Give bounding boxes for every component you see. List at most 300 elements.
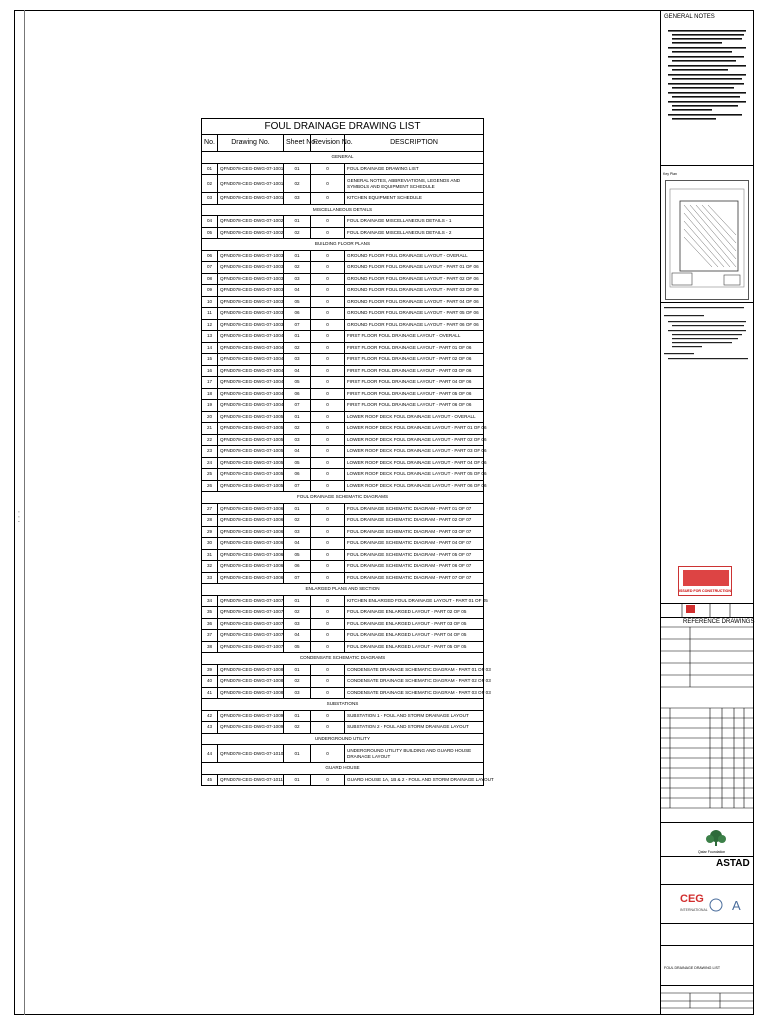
cell-no: 36: [202, 618, 218, 630]
table-row: [202, 296, 484, 308]
table-row: [202, 434, 484, 446]
cell-sheet-no: 02: [284, 722, 311, 734]
cell-description: FIRST FLOOR FOUL DRAINAGE LAYOUT - PART 01 OF 06: [345, 342, 484, 354]
cell-revision-no: 0: [311, 630, 345, 642]
cell-sheet-no: 01: [284, 710, 311, 722]
cell-drawing-no: QFND078-CEG-DWG-07-1006: [218, 503, 284, 515]
cell-description: FOUL DRAINAGE MISCELLANEOUS DETAILS - 1: [345, 216, 484, 228]
general-notes-body: [668, 28, 750, 124]
cell-sheet-no: 06: [284, 561, 311, 573]
table-row: [202, 377, 484, 389]
section-title: BUILDING FLOOR PLANS: [202, 239, 484, 251]
cell-sheet-no: 01: [284, 774, 311, 786]
cell-revision-no: 0: [311, 342, 345, 354]
cell-description: LOWER ROOF DECK FOUL DRAINAGE LAYOUT - PART 01 OF 06: [345, 423, 484, 435]
drawing-list-title: FOUL DRAINAGE DRAWING LIST: [202, 119, 484, 135]
divider: [660, 856, 754, 857]
key-plan: [665, 180, 749, 300]
cell-drawing-no: QFND078-CEG-DWG-07-1004: [218, 400, 284, 412]
cell-revision-no: 0: [311, 446, 345, 458]
cell-no: 42: [202, 710, 218, 722]
cell-revision-no: 0: [311, 262, 345, 274]
cell-sheet-no: 03: [284, 354, 311, 366]
cell-description: GROUND FLOOR FOUL DRAINAGE LAYOUT - PART 05 OF 06: [345, 308, 484, 320]
cell-drawing-no: QFND078-CEG-DWG-07-1004: [218, 354, 284, 366]
cell-drawing-no: QFND078-CEG-DWG-07-1004: [218, 342, 284, 354]
table-row: [202, 446, 484, 458]
section-title: MISCELLANEOUS DETAILS: [202, 204, 484, 216]
cell-description: LOWER ROOF DECK FOUL DRAINAGE LAYOUT - PART 02 OF 06: [345, 434, 484, 446]
table-row: [202, 561, 484, 573]
drawing-list-table: [201, 118, 494, 786]
cell-sheet-no: 04: [284, 446, 311, 458]
cell-description: FIRST FLOOR FOUL DRAINAGE LAYOUT - PART 04 OF 06: [345, 377, 484, 389]
cell-drawing-no: QFND078-CEG-DWG-07-1005: [218, 446, 284, 458]
cell-sheet-no: 07: [284, 319, 311, 331]
cell-sheet-no: 01: [284, 216, 311, 228]
cell-no: 07: [202, 262, 218, 274]
cell-revision-no: 0: [311, 434, 345, 446]
general-notes-title: GENERAL NOTES: [664, 14, 715, 20]
cell-revision-no: 0: [311, 687, 345, 699]
cell-description: GROUND FLOOR FOUL DRAINAGE LAYOUT - PART 02 OF 06: [345, 273, 484, 285]
section-header-row: [202, 763, 484, 775]
cell-revision-no: 0: [311, 664, 345, 676]
cell-revision-no: 0: [311, 175, 345, 193]
cell-revision-no: 0: [311, 618, 345, 630]
cell-drawing-no: QFND078-CEG-DWG-07-1007: [218, 607, 284, 619]
cell-revision-no: 0: [311, 561, 345, 573]
cell-no: 15: [202, 354, 218, 366]
cell-drawing-no: QFND078-CEG-DWG-07-1006: [218, 515, 284, 527]
table-row: [202, 227, 484, 239]
revision-table-grid: [660, 708, 754, 818]
cell-drawing-no: QFND078-CEG-DWG-07-1007: [218, 641, 284, 653]
cell-sheet-no: 03: [284, 193, 311, 205]
table-row: [202, 331, 484, 343]
cell-description: FOUL DRAINAGE MISCELLANEOUS DETAILS - 2: [345, 227, 484, 239]
binding-strip: [14, 10, 25, 1015]
cell-no: 35: [202, 607, 218, 619]
section-title: UNDERGROUND UTILITY: [202, 733, 484, 745]
section-header-row: [202, 239, 484, 251]
cell-description: FOUL DRAINAGE ENLARGED LAYOUT - PART 03 OF 05: [345, 618, 484, 630]
cell-description: LOWER ROOF DECK FOUL DRAINAGE LAYOUT - PART 06 OF 06: [345, 480, 484, 492]
table-row: [202, 262, 484, 274]
cell-revision-no: 0: [311, 388, 345, 400]
table-row: [202, 411, 484, 423]
section-header-row: [202, 653, 484, 665]
cell-no: 26: [202, 480, 218, 492]
cell-revision-no: 0: [311, 538, 345, 550]
cell-sheet-no: 04: [284, 365, 311, 377]
cell-drawing-no: QFND078-CEG-DWG-07-1006: [218, 572, 284, 584]
cell-description: FOUL DRAINAGE SCHEMATIC DIAGRAM - PART 05 OF 07: [345, 549, 484, 561]
cell-sheet-no: 01: [284, 163, 311, 175]
cell-no: 05: [202, 227, 218, 239]
cell-description: LOWER ROOF DECK FOUL DRAINAGE LAYOUT - PART 04 OF 06: [345, 457, 484, 469]
cell-revision-no: 0: [311, 515, 345, 527]
cell-no: 14: [202, 342, 218, 354]
cell-revision-no: 0: [311, 549, 345, 561]
table-row: [202, 175, 484, 193]
cell-description: SUBSTATION 1 - FOUL AND STORM DRAINAGE LAYOUT: [345, 710, 484, 722]
divider: [660, 884, 754, 885]
section-title: GUARD HOUSE: [202, 763, 484, 775]
cell-no: 17: [202, 377, 218, 389]
cell-no: 31: [202, 549, 218, 561]
cell-no: 32: [202, 561, 218, 573]
cell-revision-no: 0: [311, 216, 345, 228]
cell-no: 24: [202, 457, 218, 469]
table-row: [202, 319, 484, 331]
cell-drawing-no: QFND078-CEG-DWG-07-1005: [218, 434, 284, 446]
cell-revision-no: 0: [311, 296, 345, 308]
cell-description: CONDENSATE DRAINAGE SCHEMATIC DIAGRAM - PART 01 OF 03: [345, 664, 484, 676]
consultant-logo: CEG: [680, 893, 704, 905]
cell-revision-no: 0: [311, 227, 345, 239]
cell-drawing-no: QFND078-CEG-DWG-07-1005: [218, 411, 284, 423]
cell-no: 21: [202, 423, 218, 435]
cell-revision-no: 0: [311, 710, 345, 722]
cell-no: 22: [202, 434, 218, 446]
cell-drawing-no: QFND078-CEG-DWG-07-1008: [218, 687, 284, 699]
table-row: [202, 774, 484, 786]
key-plan-label: Key Plan: [663, 172, 678, 176]
cell-revision-no: 0: [311, 745, 345, 763]
cell-sheet-no: 07: [284, 400, 311, 412]
table-row: [202, 250, 484, 262]
cell-no: 38: [202, 641, 218, 653]
cell-revision-no: 0: [311, 526, 345, 538]
header-drawing-no: Drawing No.: [218, 135, 284, 152]
section-header-row: [202, 733, 484, 745]
revision-notes: [664, 305, 750, 377]
cell-revision-no: 0: [311, 319, 345, 331]
cell-sheet-no: 01: [284, 331, 311, 343]
cell-sheet-no: 02: [284, 342, 311, 354]
client-logo-icon: [702, 828, 730, 850]
cell-revision-no: 0: [311, 480, 345, 492]
cell-drawing-no: QFND078-CEG-DWG-07-1009: [218, 722, 284, 734]
section-header-row: [202, 204, 484, 216]
cell-revision-no: 0: [311, 400, 345, 412]
svg-text:A: A: [732, 898, 741, 913]
cell-drawing-no: QFND078-CEG-DWG-07-1006: [218, 561, 284, 573]
cell-sheet-no: 03: [284, 273, 311, 285]
cell-description: GROUND FLOOR FOUL DRAINAGE LAYOUT - PART 04 OF 06: [345, 296, 484, 308]
cell-drawing-no: QFND078-CEG-DWG-07-1005: [218, 469, 284, 481]
cell-revision-no: 0: [311, 457, 345, 469]
table-row: [202, 630, 484, 642]
header-description: DESCRIPTION: [345, 135, 484, 152]
section-title: FOUL DRAINAGE SCHEMATIC DIAGRAMS: [202, 492, 484, 504]
cell-drawing-no: QFND078-CEG-DWG-07-1004: [218, 388, 284, 400]
cell-revision-no: 0: [311, 595, 345, 607]
cell-sheet-no: 01: [284, 411, 311, 423]
table-row: [202, 549, 484, 561]
cell-drawing-no: QFND078-CEG-DWG-07-1003: [218, 319, 284, 331]
cell-no: 34: [202, 595, 218, 607]
reference-drawings-grid: [660, 627, 754, 691]
cell-drawing-no: QFND078-CEG-DWG-07-1006: [218, 538, 284, 550]
cell-description: LOWER ROOF DECK FOUL DRAINAGE LAYOUT - OVERALL: [345, 411, 484, 423]
issued-for-construction-stamp: [678, 566, 732, 596]
cell-revision-no: 0: [311, 365, 345, 377]
cell-no: 04: [202, 216, 218, 228]
cell-description: FOUL DRAINAGE ENLARGED LAYOUT - PART 02 OF 05: [345, 607, 484, 619]
cell-no: 01: [202, 163, 218, 175]
cell-sheet-no: 06: [284, 388, 311, 400]
cell-sheet-no: 05: [284, 377, 311, 389]
cell-revision-no: 0: [311, 607, 345, 619]
divider: [660, 302, 754, 303]
cell-description: FOUL DRAINAGE ENLARGED LAYOUT - PART 04 OF 05: [345, 630, 484, 642]
cell-revision-no: 0: [311, 163, 345, 175]
key-plan-drawing: [666, 181, 748, 299]
cell-sheet-no: 05: [284, 549, 311, 561]
consultant-sub: INTERNATIONAL: [680, 908, 708, 912]
cell-sheet-no: 02: [284, 515, 311, 527]
table-row: [202, 526, 484, 538]
cell-no: 12: [202, 319, 218, 331]
cell-no: 09: [202, 285, 218, 297]
cell-sheet-no: 04: [284, 285, 311, 297]
section-title: SUBSTATIONS: [202, 699, 484, 711]
table-row: [202, 457, 484, 469]
client-name: Qatar Foundation: [698, 850, 726, 854]
cell-drawing-no: QFND078-CEG-DWG-07-1003: [218, 262, 284, 274]
table-row: [202, 354, 484, 366]
cell-sheet-no: 03: [284, 526, 311, 538]
drawing-title: FOUL DRAINAGE DRAWING LIST: [664, 966, 721, 970]
cell-sheet-no: 03: [284, 687, 311, 699]
cell-sheet-no: 05: [284, 641, 311, 653]
cell-no: 40: [202, 676, 218, 688]
cell-drawing-no: QFND078-CEG-DWG-07-1001: [218, 175, 284, 193]
cell-revision-no: 0: [311, 377, 345, 389]
table-row: [202, 216, 484, 228]
header-revision-no: Revision No.: [311, 135, 345, 152]
drawing-list-body: [202, 152, 494, 786]
cell-drawing-no: QFND078-CEG-DWG-07-1004: [218, 331, 284, 343]
cell-no: 27: [202, 503, 218, 515]
section-title: CONDENSATE SCHEMATIC DIAGRAMS: [202, 653, 484, 665]
section-title: ENLARGED PLANS AND SECTION: [202, 584, 484, 596]
table-row: [202, 388, 484, 400]
cell-drawing-no: QFND078-CEG-DWG-07-1002: [218, 227, 284, 239]
section-header-row: [202, 584, 484, 596]
table-row: [202, 641, 484, 653]
cell-description: FOUL DRAINAGE SCHEMATIC DIAGRAM - PART 04 OF 07: [345, 538, 484, 550]
cell-no: 45: [202, 774, 218, 786]
table-row: [202, 193, 484, 205]
cell-revision-no: 0: [311, 469, 345, 481]
cell-description: GROUND FLOOR FOUL DRAINAGE LAYOUT - PART 06 OF 06: [345, 319, 484, 331]
table-row: [202, 515, 484, 527]
cell-revision-no: 0: [311, 308, 345, 320]
cell-description: CONDENSATE DRAINAGE SCHEMATIC DIAGRAM - PART 02 OF 03: [345, 676, 484, 688]
cell-sheet-no: 06: [284, 469, 311, 481]
table-row: [202, 342, 484, 354]
astad-logo: ASTAD: [716, 858, 750, 869]
table-row: [202, 400, 484, 412]
cell-no: 43: [202, 722, 218, 734]
cell-sheet-no: 06: [284, 308, 311, 320]
cell-description: FIRST FLOOR FOUL DRAINAGE LAYOUT - PART 05 OF 06: [345, 388, 484, 400]
cell-sheet-no: 02: [284, 227, 311, 239]
cell-description: GUARD HOUSE 1A, 1B & 2 - FOUL AND STORM DRAINAGE LAYOUT: [345, 774, 484, 786]
cell-sheet-no: 01: [284, 503, 311, 515]
cell-drawing-no: QFND078-CEG-DWG-07-1010: [218, 745, 284, 763]
cell-no: 23: [202, 446, 218, 458]
cell-revision-no: 0: [311, 423, 345, 435]
partner-logo-icon: [708, 892, 750, 918]
cell-description: FOUL DRAINAGE SCHEMATIC DIAGRAM - PART 03 OF 07: [345, 526, 484, 538]
cell-sheet-no: 03: [284, 618, 311, 630]
cell-description: GROUND FLOOR FOUL DRAINAGE LAYOUT - PART 03 OF 06: [345, 285, 484, 297]
cell-description: FOUL DRAINAGE DRAWING LIST: [345, 163, 484, 175]
cell-drawing-no: QFND078-CEG-DWG-07-1004: [218, 377, 284, 389]
cell-description: GROUND FLOOR FOUL DRAINAGE LAYOUT - OVERALL: [345, 250, 484, 262]
table-row: [202, 595, 484, 607]
cell-drawing-no: QFND078-CEG-DWG-07-1003: [218, 273, 284, 285]
cell-description: FOUL DRAINAGE SCHEMATIC DIAGRAM - PART 01 OF 07: [345, 503, 484, 515]
cell-revision-no: 0: [311, 250, 345, 262]
cell-drawing-no: QFND078-CEG-DWG-07-1011: [218, 774, 284, 786]
cell-sheet-no: 02: [284, 423, 311, 435]
cell-sheet-no: 03: [284, 434, 311, 446]
cell-no: 13: [202, 331, 218, 343]
cell-description: FIRST FLOOR FOUL DRAINAGE LAYOUT - OVERALL: [345, 331, 484, 343]
cell-description: LOWER ROOF DECK FOUL DRAINAGE LAYOUT - PART 03 OF 06: [345, 446, 484, 458]
cell-description: FIRST FLOOR FOUL DRAINAGE LAYOUT - PART 06 OF 06: [345, 400, 484, 412]
cell-description: GENERAL NOTES, ABBREVIATIONS, LEGENDS AND SYMBOLS AND EQUIPMENT SCHEDULE: [345, 175, 484, 193]
table-row: [202, 163, 484, 175]
cell-sheet-no: 01: [284, 664, 311, 676]
table-row: [202, 745, 484, 763]
cell-drawing-no: QFND078-CEG-DWG-07-1003: [218, 308, 284, 320]
cell-sheet-no: 01: [284, 250, 311, 262]
cell-drawing-no: QFND078-CEG-DWG-07-1005: [218, 480, 284, 492]
header-sheet-no: Sheet No.: [284, 135, 311, 152]
cell-sheet-no: 05: [284, 457, 311, 469]
divider: [660, 945, 754, 946]
divider: [660, 165, 754, 166]
cell-description: CONDENSATE DRAINAGE SCHEMATIC DIAGRAM - PART 03 OF 03: [345, 687, 484, 699]
cell-revision-no: 0: [311, 411, 345, 423]
cell-no: 19: [202, 400, 218, 412]
cell-drawing-no: QFND078-CEG-DWG-07-1003: [218, 285, 284, 297]
cell-revision-no: 0: [311, 273, 345, 285]
cell-sheet-no: 04: [284, 630, 311, 642]
cell-description: FIRST FLOOR FOUL DRAINAGE LAYOUT - PART 02 OF 06: [345, 354, 484, 366]
section-title: GENERAL: [202, 152, 484, 164]
cell-description: UNDERGROUND UTILITY BUILDING AND GUARD HOUSE DRAINAGE LAYOUT: [345, 745, 484, 763]
cell-no: 39: [202, 664, 218, 676]
cell-revision-no: 0: [311, 285, 345, 297]
cell-drawing-no: QFND078-CEG-DWG-07-1009: [218, 710, 284, 722]
cell-revision-no: 0: [311, 503, 345, 515]
cell-no: 41: [202, 687, 218, 699]
cell-drawing-no: QFND078-CEG-DWG-07-1006: [218, 526, 284, 538]
cell-description: FOUL DRAINAGE SCHEMATIC DIAGRAM - PART 07 OF 07: [345, 572, 484, 584]
divider: [660, 822, 754, 823]
cell-drawing-no: QFND078-CEG-DWG-07-1005: [218, 423, 284, 435]
cell-drawing-no: QFND078-CEG-DWG-07-1002: [218, 216, 284, 228]
cell-description: FOUL DRAINAGE SCHEMATIC DIAGRAM - PART 02 OF 07: [345, 515, 484, 527]
cell-sheet-no: 02: [284, 676, 311, 688]
cell-description: FIRST FLOOR FOUL DRAINAGE LAYOUT - PART 03 OF 06: [345, 365, 484, 377]
cell-no: 20: [202, 411, 218, 423]
cell-drawing-no: QFND078-CEG-DWG-07-1001: [218, 193, 284, 205]
cell-no: 28: [202, 515, 218, 527]
general-notes-lines: [668, 28, 750, 123]
cell-revision-no: 0: [311, 193, 345, 205]
cell-sheet-no: 02: [284, 175, 311, 193]
cell-drawing-no: QFND078-CEG-DWG-07-1007: [218, 630, 284, 642]
cell-description: KITCHEN EQUIPMENT SCHEDULE: [345, 193, 484, 205]
cell-drawing-no: QFND078-CEG-DWG-07-1008: [218, 664, 284, 676]
reference-drawings-title: REFERENCE DRAWINGS: [683, 619, 755, 625]
cell-no: 33: [202, 572, 218, 584]
header-no: No.: [202, 135, 218, 152]
cell-revision-no: 0: [311, 641, 345, 653]
cell-revision-no: 0: [311, 722, 345, 734]
cell-no: 10: [202, 296, 218, 308]
cell-no: 30: [202, 538, 218, 550]
cell-description: FOUL DRAINAGE SCHEMATIC DIAGRAM - PART 06 OF 07: [345, 561, 484, 573]
cell-description: GROUND FLOOR FOUL DRAINAGE LAYOUT - PART 01 OF 06: [345, 262, 484, 274]
cell-sheet-no: 02: [284, 262, 311, 274]
table-row: [202, 365, 484, 377]
cell-description: SUBSTATION 2 - FOUL AND STORM DRAINAGE LAYOUT: [345, 722, 484, 734]
table-row: [202, 285, 484, 297]
title-block-footer-grid: [660, 985, 754, 1015]
cell-no: 06: [202, 250, 218, 262]
table-row: [202, 710, 484, 722]
cell-drawing-no: QFND078-CEG-DWG-07-1001: [218, 163, 284, 175]
table-row: [202, 308, 484, 320]
cell-sheet-no: 05: [284, 296, 311, 308]
section-header-row: [202, 152, 484, 164]
cell-drawing-no: QFND078-CEG-DWG-07-1005: [218, 457, 284, 469]
table-row: [202, 572, 484, 584]
cell-no: 11: [202, 308, 218, 320]
cell-sheet-no: 04: [284, 538, 311, 550]
cell-no: 37: [202, 630, 218, 642]
table-row: [202, 273, 484, 285]
stamp-label: ISSUED FOR CONSTRUCTION: [679, 589, 731, 593]
section-header-row: [202, 492, 484, 504]
cell-drawing-no: QFND078-CEG-DWG-07-1007: [218, 618, 284, 630]
cell-sheet-no: 01: [284, 595, 311, 607]
stamp-logo: [683, 570, 729, 586]
cell-description: FOUL DRAINAGE ENLARGED LAYOUT - PART 05 OF 05: [345, 641, 484, 653]
divider: [660, 923, 754, 924]
cell-sheet-no: 07: [284, 572, 311, 584]
cell-sheet-no: 02: [284, 607, 311, 619]
table-row: [202, 618, 484, 630]
cell-no: 18: [202, 388, 218, 400]
table-row: [202, 503, 484, 515]
table-row: [202, 676, 484, 688]
cell-no: 16: [202, 365, 218, 377]
cell-no: 03: [202, 193, 218, 205]
cell-sheet-no: 07: [284, 480, 311, 492]
cell-drawing-no: QFND078-CEG-DWG-07-1004: [218, 365, 284, 377]
cell-description: KITCHEN ENLARGED FOUL DRAINAGE LAYOUT - PART 01 OF 05: [345, 595, 484, 607]
